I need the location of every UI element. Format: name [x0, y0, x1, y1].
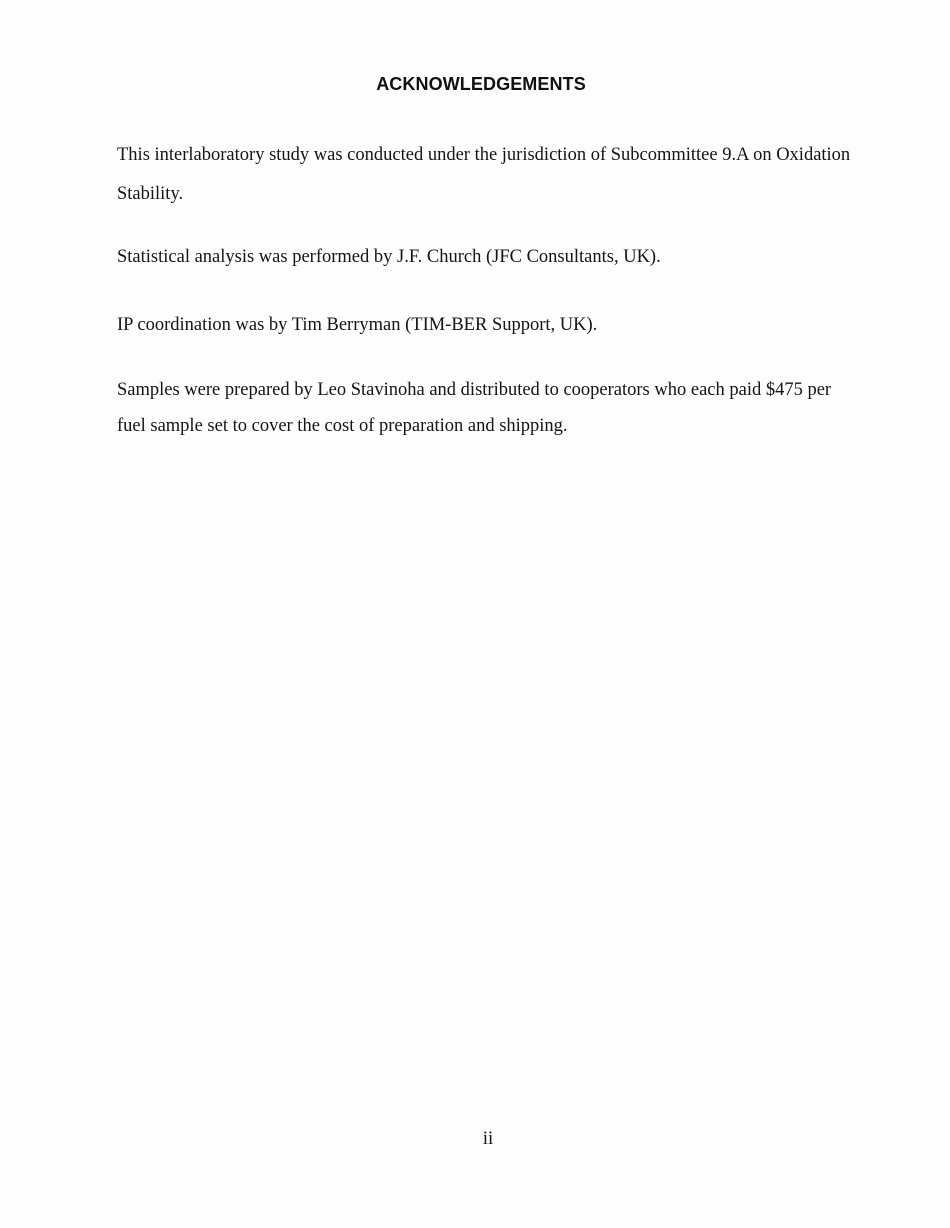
page-heading: ACKNOWLEDGEMENTS [376, 74, 586, 94]
paragraph-jurisdiction: This interlaboratory study was conducted under the jurisdiction of Subcommittee 9.A on Oxidation Stability. [117, 145, 851, 204]
paragraph-ip-coordination: IP coordination was by Tim Berryman (TIM-BER Support, UK). [117, 315, 598, 335]
page-number: ii [482, 1128, 494, 1149]
paragraph-statistical-analysis: Statistical analysis was performed by J.F. Church (JFC Consultants, UK). [117, 247, 661, 267]
paragraph-samples: Samples were prepared by Leo Stavinoha and distributed to cooperators who each paid $475 per fuel sample set to cover the cost of preparation and shipping. [117, 380, 832, 436]
